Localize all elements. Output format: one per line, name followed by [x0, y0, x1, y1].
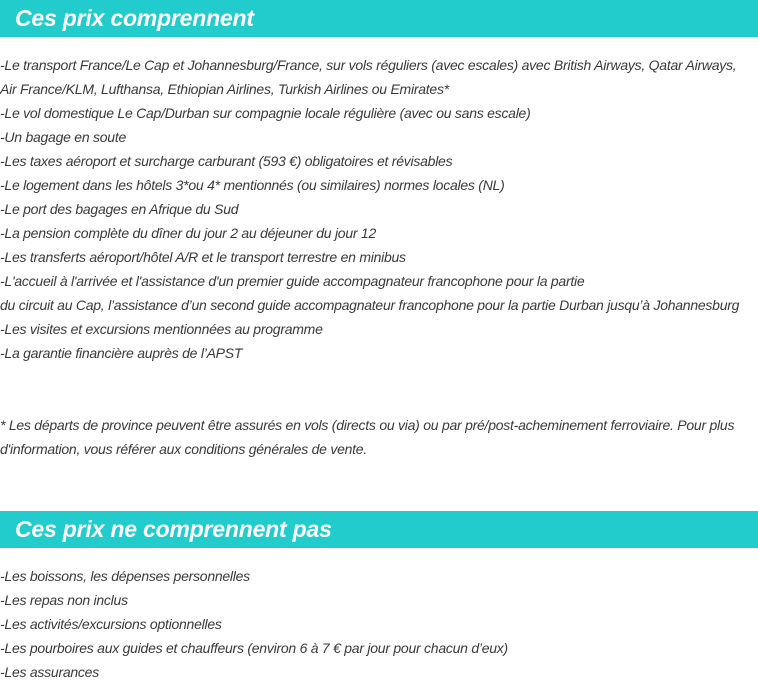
- list-item: -Les assurances: [0, 664, 99, 680]
- list-item: -Les boissons, les dépenses personnelles: [0, 568, 250, 584]
- included-list: [0, 53, 752, 365]
- list-item: -Les transferts aéroport/hôtel A/R et le transport terrestre en minibus: [0, 249, 406, 265]
- list-item: -Les activités/excursions optionnelles: [0, 616, 222, 632]
- list-item: -La pension complète du dîner du jour 2 au déjeuner du jour 12: [0, 225, 376, 241]
- included-section-title: Ces prix comprennent: [0, 0, 758, 37]
- list-item: -Le transport France/Le Cap et Johannesburg/France, sur vols réguliers (avec escales) avec British Airways, Qatar Airways, Air France/KLM, Lufthansa, Ethiopian Airlines, Turkish Airlines ou Emirates*: [0, 57, 737, 97]
- footnote: * Les départs de province peuvent être assurés en vols (directs ou via) ou par pré/post-acheminement ferroviaire. Pour plus d'information, vous référer aux conditions générales de vente.: [0, 417, 735, 457]
- list-item: -Les repas non inclus: [0, 592, 128, 608]
- list-item: -Les visites et excursions mentionnées au programme: [0, 321, 323, 337]
- list-item: -L'accueil à l'arrivée et l'assistance d'un premier guide accompagnateur francophone pour la partie: [0, 273, 585, 289]
- list-item: -Un bagage en soute: [0, 129, 127, 145]
- list-item: -Le logement dans les hôtels 3*ou 4* mentionnés (ou similaires) normes locales (NL): [0, 177, 505, 193]
- list-item: -Les pourboires aux guides et chauffeurs (environ 6 à 7 € par jour pour chacun d’eux): [0, 640, 508, 656]
- list-item: -La garantie financière auprès de l’APST: [0, 345, 243, 361]
- excluded-list: [0, 564, 752, 684]
- list-item: du circuit au Cap, l’assistance d’un second guide accompagnateur francophone pour la partie Durban jusqu’à Johannesburg: [0, 297, 740, 313]
- list-item: -Le port des bagages en Afrique du Sud: [0, 201, 239, 217]
- excluded-section-title: Ces prix ne comprennent pas: [0, 511, 758, 548]
- list-item: -Les taxes aéroport et surcharge carburant (593 €) obligatoires et révisables: [0, 153, 453, 169]
- list-item: -Le vol domestique Le Cap/Durban sur compagnie locale régulière (avec ou sans escale): [0, 105, 531, 121]
